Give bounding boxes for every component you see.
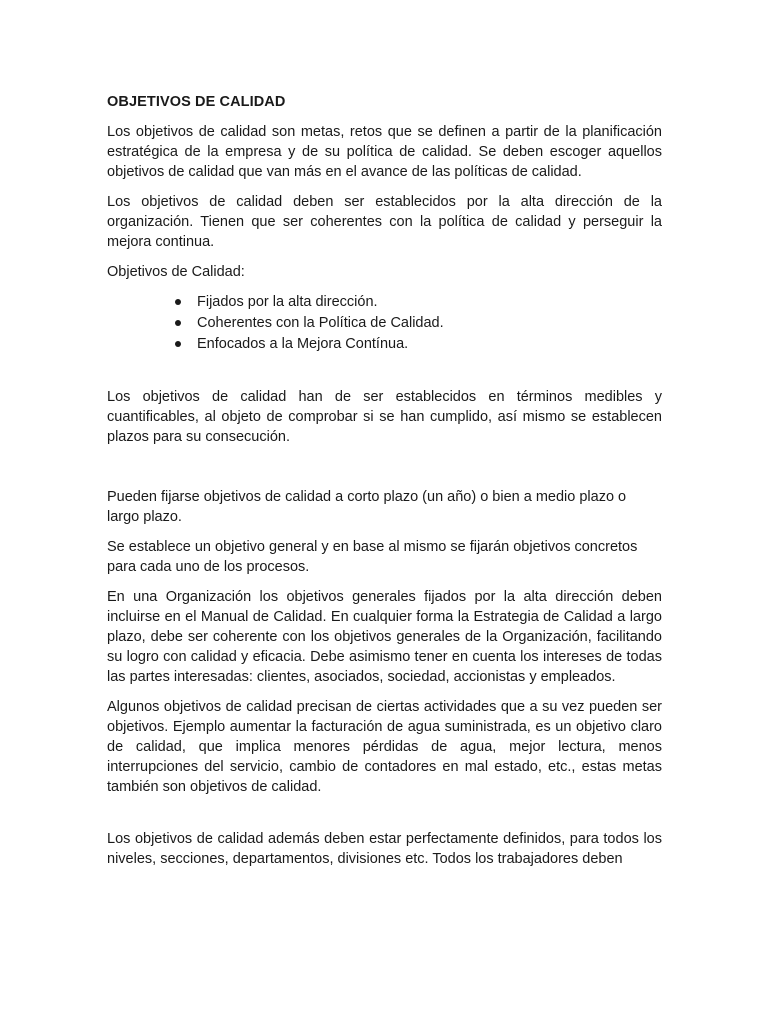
list-item-text: Enfocados a la Mejora Contínua.: [197, 336, 409, 352]
list-item: [175, 334, 662, 355]
paragraph-term: Pueden fijarse objetivos de calidad a corto plazo (un año) o bien a medio plazo o largo plazo.: [107, 489, 627, 525]
paragraph-definition: Los objetivos de calidad son metas, retos que se definen a partir de la planificación estratégica de la empresa y de su política de calidad. Se deben escoger aquellos objetivos de calidad que van más en el avance de las políticas de calidad.: [107, 124, 662, 180]
document-title: OBJETIVOS DE CALIDAD: [107, 94, 286, 110]
list-item: [175, 313, 662, 334]
bullet-icon: [175, 320, 181, 326]
list-item-text: Coherentes con la Política de Calidad.: [197, 315, 444, 331]
paragraph-establishment: Los objetivos de calidad deben ser establecidos por la alta dirección de la organización. Tienen que ser coherentes con la política de calidad y perseguir la mejora continua.: [107, 194, 662, 250]
list-item-text: Fijados por la alta dirección.: [197, 294, 378, 310]
bullet-icon: [175, 341, 181, 347]
paragraph-general-objective: Se establece un objetivo general y en base al mismo se fijarán objetivos concretos para cada uno de los procesos.: [107, 539, 638, 575]
list-label: Objetivos de Calidad:: [107, 264, 245, 280]
paragraph-measurable: Los objetivos de calidad han de ser establecidos en términos medibles y cuantificables, al objeto de comprobar si se han cumplido, así mismo se establecen plazos para su consecución.: [107, 389, 662, 445]
list-item: [175, 292, 662, 313]
paragraph-definition-levels: Los objetivos de calidad además deben estar perfectamente definidos, para todos los niveles, secciones, departamentos, divisiones etc. Todos los trabajadores deben: [107, 831, 662, 867]
objectives-list: [107, 292, 662, 355]
document-page: [107, 92, 662, 879]
bullet-icon: [175, 299, 181, 305]
paragraph-example: Algunos objetivos de calidad precisan de ciertas actividades que a su vez pueden ser objetivos. Ejemplo aumentar la facturación de agua suministrada, es un objetivo claro de calidad, que implica menores pérdidas de agua, mejor lectura, menos interrupciones del servicio, cambio de contadores en mal estado, etc., estas metas también son objetivos de calidad.: [107, 699, 662, 795]
paragraph-organization: En una Organización los objetivos generales fijados por la alta dirección deben incluirse en el Manual de Calidad. En cualquier forma la Estrategia de Calidad a largo plazo, debe ser coherente con los objetivos generales de la Organización, facilitando su logro con calidad y eficacia. Debe asimismo tener en cuenta los intereses de todas las partes interesadas: clientes, asociados, sociedad, accionistas y empleados.: [107, 589, 662, 685]
